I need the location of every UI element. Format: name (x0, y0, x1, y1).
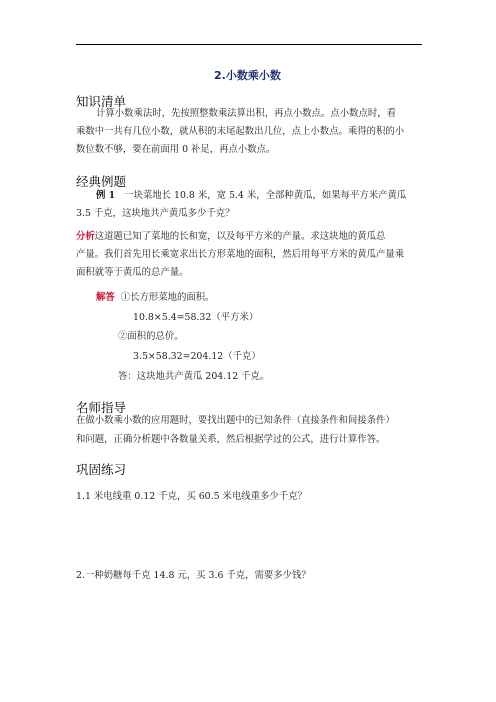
analysis-line-1 (76, 228, 385, 246)
analysis-text-1: 这道题已知了菜地的长和宽，以及每平方米的产量。求这块地的黄瓜总 (94, 231, 386, 242)
example-1-line-2: 3.5 千克，这块地共产黄瓜多少千克？ (76, 208, 235, 219)
practice-question-1: 1.1 米电线重 0.12 千克，买 60.5 米电线重多少千克？ (76, 491, 307, 502)
section-heading-guidance: 名师指导 (76, 400, 127, 415)
answer-calc-1: 10.8×5.4=58.32（平方米） (133, 312, 259, 323)
example-text-1: 一块菜地长 10.8 米，宽 5.4 米，全部种黄瓜，如果每平方米产黄瓜 (124, 190, 407, 201)
knowledge-line-3: 数位数不够，要在前面用 0 补足，再点小数点。 (76, 144, 276, 155)
answer-step-2: ②面积的总价。 (118, 331, 184, 342)
analysis-label: 分析 (76, 231, 95, 242)
practice-question-2: 2.一种奶糖每千克 14.8 元，买 3.6 千克，需要多少钱？ (76, 570, 311, 581)
header-rule (76, 44, 422, 45)
answer-final: 答：这块地共产黄瓜 204.12 千克。 (118, 371, 270, 382)
answer-line-1 (96, 289, 215, 307)
answer-step-1: ①长方形菜地的面积。 (120, 292, 215, 303)
section-heading-knowledge: 知识清单 (76, 94, 127, 109)
analysis-line-2: 产量。我们首先用长乘宽求出长方形菜地的面积，然后用每平方米的黄瓜产量乘 (76, 249, 405, 260)
section-heading-examples: 经典例题 (76, 174, 127, 189)
knowledge-line-2: 乘数中一共有几位小数，就从积的末尾起数出几位，点上小数点。乘得的积的小 (76, 126, 405, 137)
analysis-line-3: 面积就等于黄瓜的总产量。 (76, 267, 189, 278)
answer-label: 解答 (96, 292, 115, 303)
example-1-line-1 (96, 187, 406, 205)
example-label: 例 1 (96, 190, 116, 201)
guidance-line-1: 在做小数乘小数的应用题时，要找出题中的已知条件（直接条件和间接条件） (76, 415, 395, 426)
page-title: 2.小数乘小数 (214, 69, 281, 82)
guidance-line-2: 和问题，正确分析题中各数量关系，然后根据学过的公式，进行计算作答。 (76, 434, 386, 445)
answer-calc-2: 3.5×58.32=204.12（千克） (133, 351, 261, 362)
knowledge-line-1: 计算小数乘法时，先按照整数乘法算出积，再点小数点。点小数点时，看 (96, 108, 397, 119)
section-heading-practice: 巩固练习 (76, 462, 127, 477)
